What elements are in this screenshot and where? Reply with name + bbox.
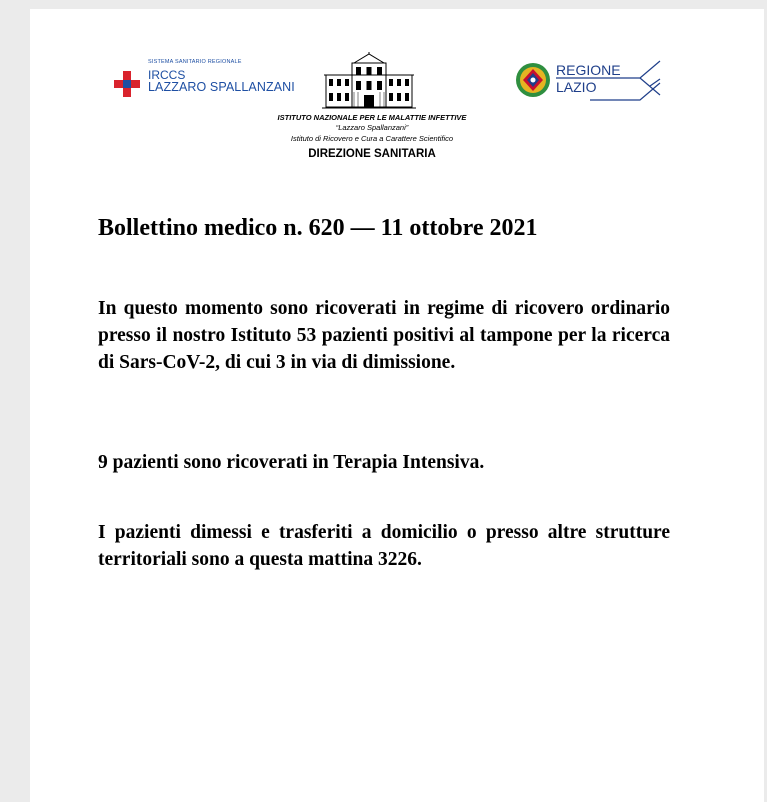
regione-lazio-logo [514, 59, 664, 109]
bulletin-paragraph-discharged: I pazienti dimessi e trasferiti a domicilio o presso altre strutture territoriali sono a questa mattina 3226. [98, 522, 670, 570]
lazio-frame-lines [554, 59, 664, 101]
document-page [30, 9, 764, 802]
institute-name: ISTITUTO NAZIONALE PER LE MALATTIE INFETTIVE [277, 113, 467, 122]
bulletin-title: Bollettino medico n. 620 — 11 ottobre 2021 [98, 215, 538, 241]
regione-lazio-emblem-icon [514, 61, 552, 99]
red-cross-icon [114, 71, 140, 97]
institute-subname: “Lazzaro Spallanzani” [335, 123, 409, 132]
bulletin-paragraph-intensive-care: 9 pazienti sono ricoverati in Terapia Intensiva. [98, 452, 485, 473]
lazio-text: LAZIO [556, 79, 597, 95]
institute-description: Istituto di Ricovero e Cura a Carattere Scientifico [290, 134, 454, 143]
department-name: DIREZIONE SANITARIA [308, 148, 436, 160]
logo-irccs-text: IRCCS [148, 68, 186, 82]
bulletin-paragraph-admitted: In questo momento sono ricoverati in regime di ricovero ordinario presso il nostro Istituto 53 pazienti positivi al tampone per la ricerca di Sars-CoV-2, di cui 3 in via di dimissione. [98, 298, 670, 373]
regione-text: REGIONE [556, 62, 621, 78]
institute-building-icon [322, 51, 416, 111]
logo-small-text: SISTEMA SANITARIO REGIONALE [148, 59, 242, 65]
logo-name-text: LAZZARO SPALLANZANI [148, 80, 295, 94]
spallanzani-logo [112, 59, 295, 109]
institute-header [260, 112, 484, 162]
